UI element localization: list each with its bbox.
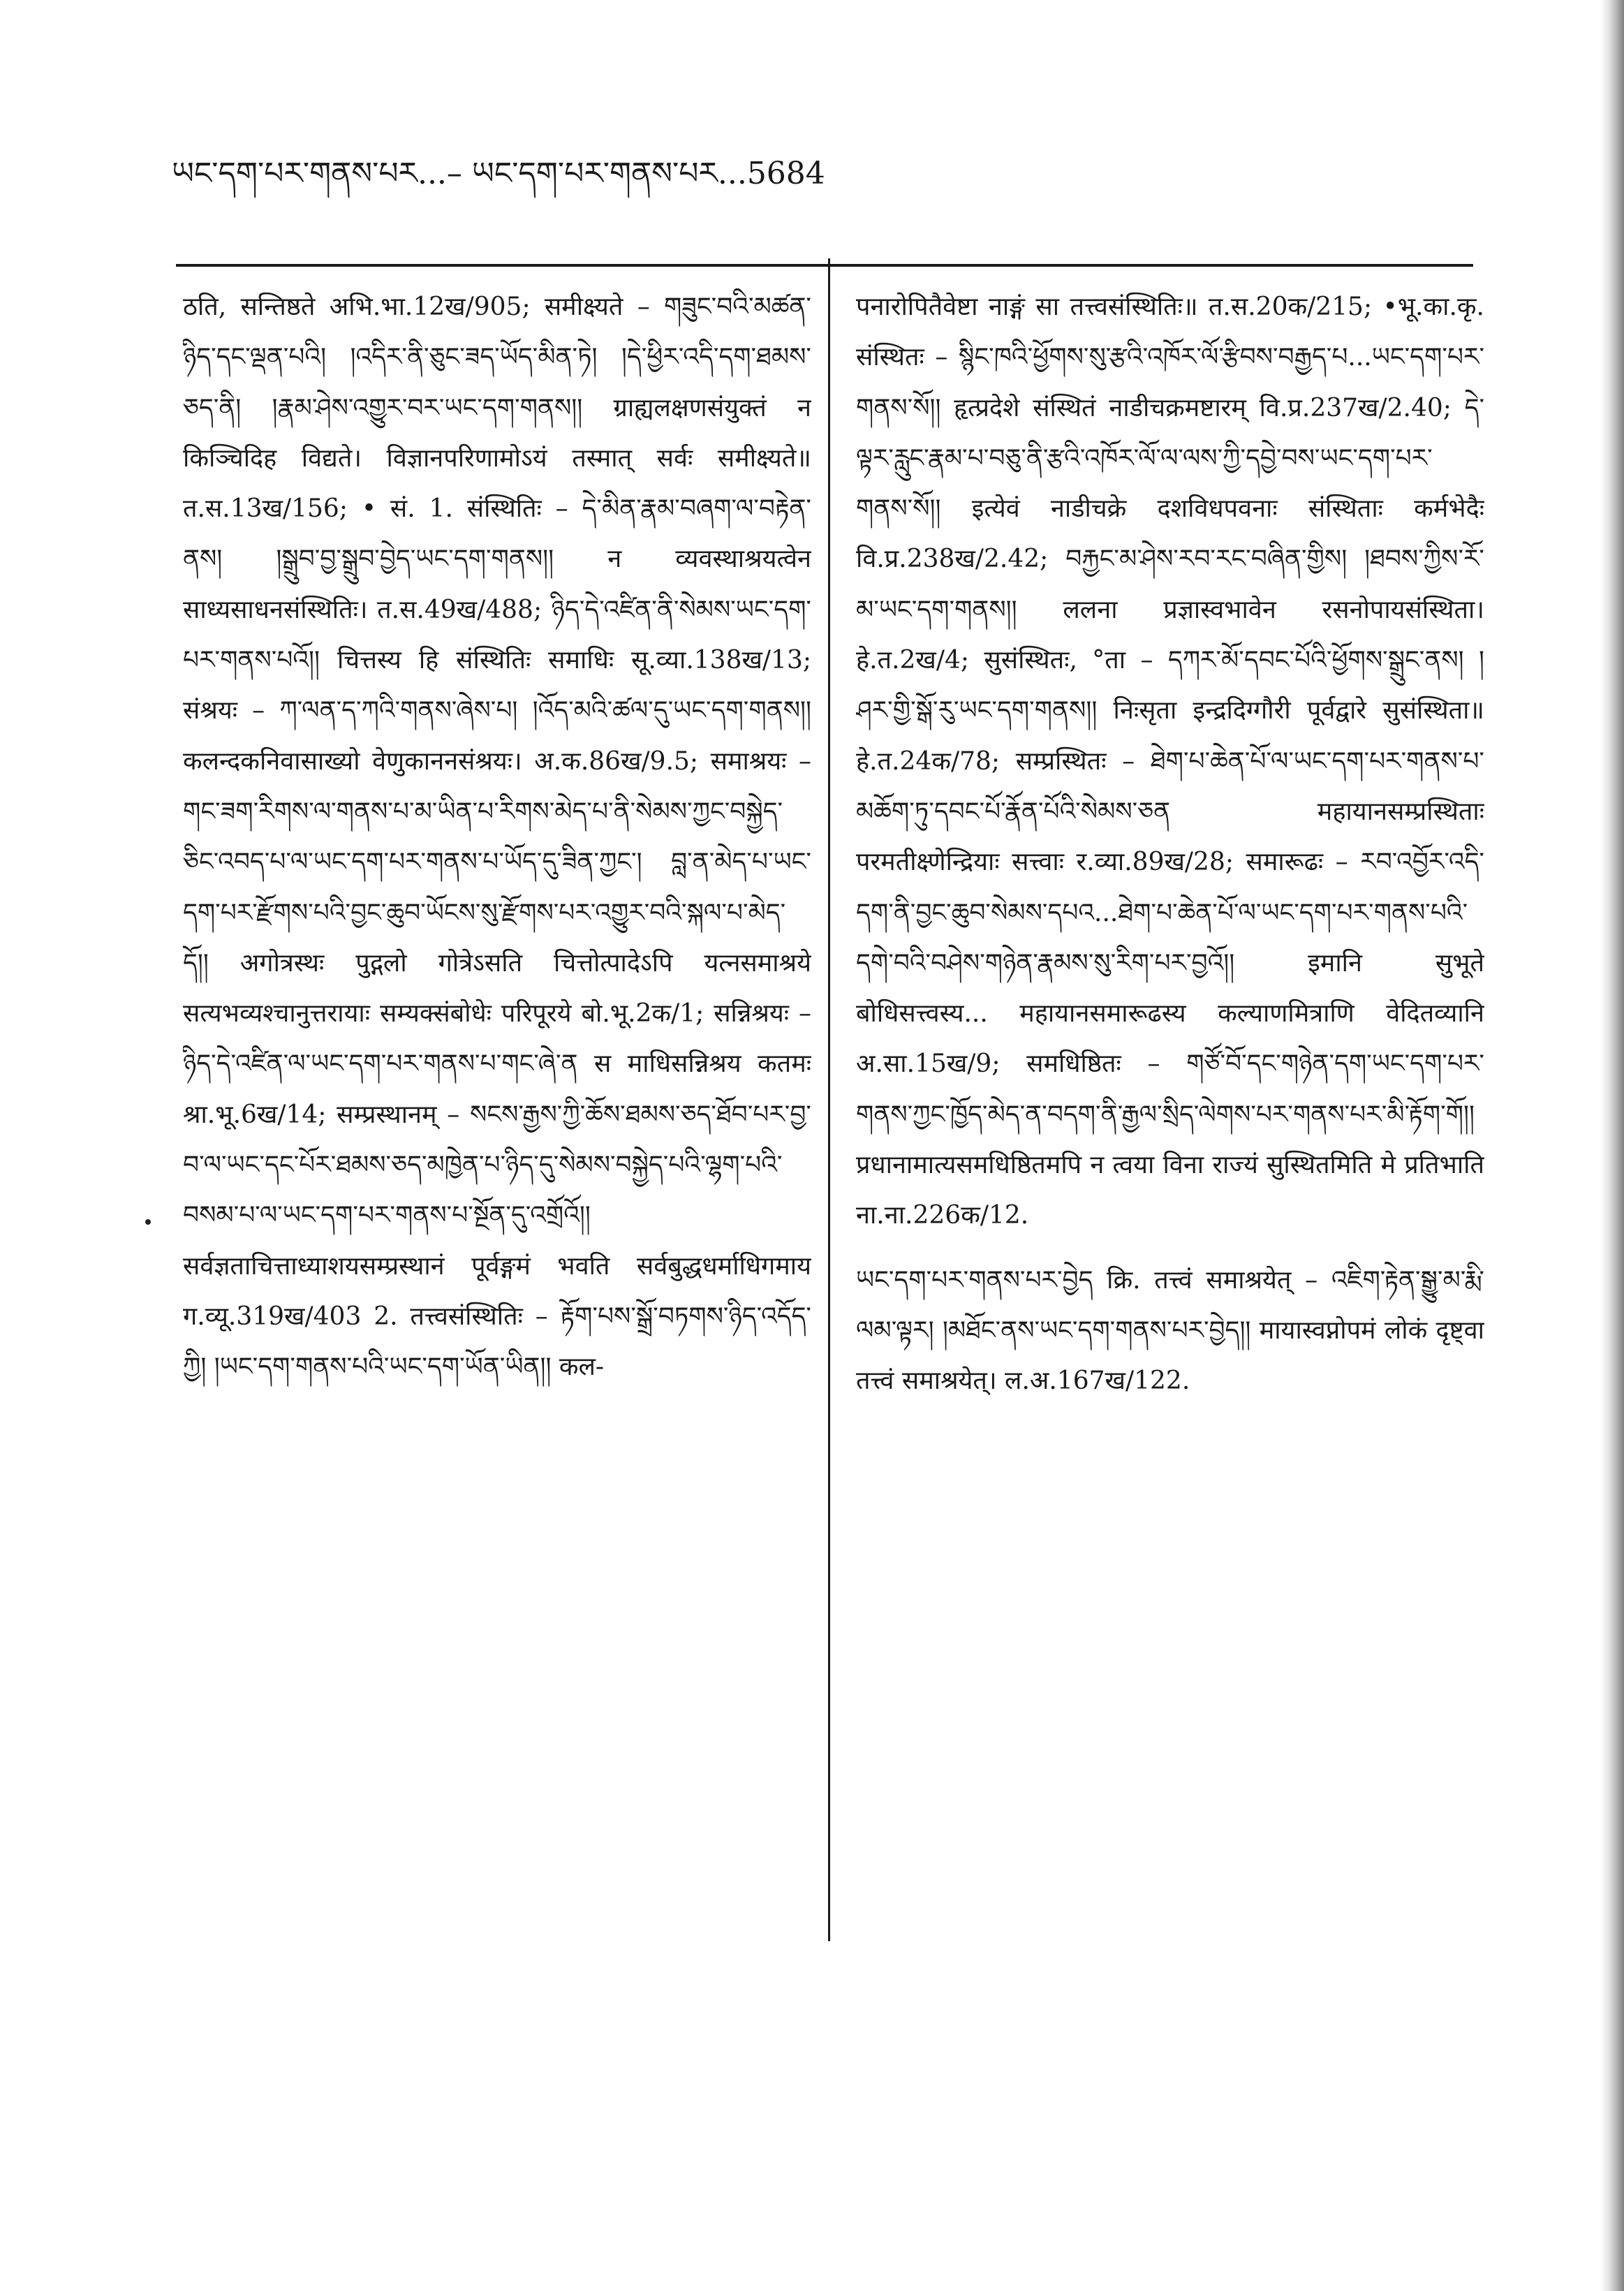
page-header: ཡང་དག་པར་གནས་པར...– ཡང་དག་པར་གནས་པར...5684 [172, 156, 825, 191]
left-column [183, 282, 811, 1944]
left-column-text: ठति, सन्तिष्ठते अभि.भा.12ख/905; समीक्ष्यते – གཟུང་བའི་མཚན་ཉིད་དང་ལྡན་པའི། །འདིར་ནི་ཅུང་ཟད་ཡོད་མིན་ཏེ། །དེ་ཕྱིར་འདི་དག་ཐམས་ཅད་ནི། །རྣམ་ཤེས་འགྱུར་བར་ཡང་དག་གནས།། ग्राह्यलक्षणसंयुक्तं न किञ्चिदिह विद्यते। विज्ञानपरिणामोऽयं तस्मात् सर्वः समीक्ष्यते॥ त.स.13ख/156; • सं. 1. संस्थितिः – དེ་མིན་རྣམ་བཞག་ལ་བརྟེན་ནས། །སྒྲུབ་བྱ་སྒྲུབ་བྱེད་ཡང་དག་གནས།། न व्यवस्थाश्रयत्वेन साध्यसाधनसंस्थितिः। त.स.49ख/488; ཉིད་དེ་འཛིན་ནི་སེམས་ཡང་དག་པར་གནས་པའོ།། चित्तस्य हि संस्थितिः समाधिः सू.व्या.138ख/13; संश्रयः – ཀ་ལན་ད་ཀའི་གནས་ཞེས་པ། །འོད་མའི་ཚལ་དུ་ཡང་དག་གནས།། कलन्दकनिवासाख्यो वेणुकाननसंश्रयः। अ.क.86ख/9.5; समाश्रयः – གང་ཟག་རིགས་ལ་གནས་པ་མ་ཡིན་པ་རིགས་མེད་པ་ནི་སེམས་ཀྱང་བསྐྱེད་ཅིང་འབད་པ་ལ་ཡང་དག་པར་གནས་པ་ཡོད་དུ་ཟིན་ཀྱང་། བླ་ན་མེད་པ་ཡང་དག་པར་རྫོགས་པའི་བྱང་ཆུབ་ཡོངས་སུ་རྫོགས་པར་འགྱུར་བའི་སྐལ་པ་མེད་དོ།། अगोत्रस्थः पुद्गलो गोत्रेऽसति चित्तोत्पादेऽपि यत्नसमाश्रये सत्यभव्यश्चानुत्तरायाः सम्यक्संबोधेः परिपूरये बो.भू.2क/1; सन्निश्रयः – ཉིད་དེ་འཛིན་ལ་ཡང་དག་པར་གནས་པ་གང་ཞེ་ན स माधिसन्निश्रय कतमः श्रा.भू.6ख/14; सम्प्रस्थानम् – སངས་རྒྱས་ཀྱི་ཆོས་ཐམས་ཅད་ཐོབ་པར་བྱ་བ་ལ་ཡང་དང་པོར་ཐམས་ཅད་མཁྱེན་པ་ཉིད་དུ་སེམས་བསྐྱེད་པའི་ལྷག་པའི་བསམ་པ་ལ་ཡང་དག་པར་གནས་པ་སྔོན་དུ་འགྲོའོ།། सर्वज्ञताचित्ताध्याशयसम्प्रस्थानं पूर्वङ्गमं भवति सर्वबुद्धधर्माधिगमाय ग.व्यू.319ख/403 2. तत्त्वसंस्थितिः – རྟོག་པས་སྒྲོ་བཏགས་ཉིད་འདོད་ཀྱི། །ཡང་དག་གནས་པའི་ཡང་དག་ཡོན་ཡིན།། कल- [183, 293, 811, 1382]
scan-edge-shadow [1600, 0, 1624, 2291]
right-column [856, 282, 1484, 1944]
header-rule [176, 264, 1473, 267]
right-column-entry-2: ཡང་དག་པར་གནས་པར་བྱེད क्रि. तत्त्वं समाश्रयेत् – འཇིག་རྟེན་སྒྱུ་མ་རྨི་ལམ་ལྟར། །མཐོང་ནས་ཡང་དག་གནས་པར་བྱེད།། मायास्वप्नोपमं लोकं दृष्ट्वा तत्त्वं समाश्रयेत्। ल.अ.167ख/122. [856, 1265, 1484, 1396]
right-column-entry-1: पनारोपितैवेष्टा नाङ्गं सा तत्त्वसंस्थितिः॥ त.स.20क/215; •भू.का.कृ. संस्थितः – སྙིང་ཁའི་ཕྱོགས་སུ་རྩའི་འཁོར་ལོ་རྩིབས་བརྒྱད་པ...ཡང་དག་པར་གནས་སོ།། हृत्प्रदेशे संस्थितं नाडीचक्रमष्टारम् वि.प्र.237ख/2.40; དེ་ལྟར་རླུང་རྣམ་པ་བཅུ་ནི་རྩའི་འཁོར་ལོ་ལ་ལས་ཀྱི་དབྱེ་བས་ཡང་དག་པར་གནས་སོ།། इत्येवं नाडीचक्रे दशविधपवनाः संस्थिताः कर्मभेदैः वि.प्र.238ख/2.42; བརྐྱང་མ་ཤེས་རབ་རང་བཞིན་གྱིས། །ཐབས་ཀྱིས་རོ་མ་ཡང་དག་གནས།། ललना प्रज्ञास्वभावेन रसनोपायसंस्थिता। हे.त.2ख/4; सुसंस्थितः, °ता – དཀར་མོ་དབང་པོའི་ཕྱོགས་སྒྲུང་ནས། །ཤར་གྱི་སྒོ་རུ་ཡང་དག་གནས།། निःसृता इन्द्रदिग्गौरी पूर्वद्वारे सुसंस्थिता॥ हे.त.24क/78; सम्प्रस्थितः – ཐེག་པ་ཆེན་པོ་ལ་ཡང་དག་པར་གནས་པ་མཆོག་ཏུ་དབང་པོ་རྣོན་པོའི་སེམས་ཅན महायानसम्प्रस्थिताः परमतीक्ष्णेन्द्रियाः सत्त्वाः र.व्या.89ख/28; समारूढः – རབ་འབྱོར་འདི་དག་ནི་བྱང་ཆུབ་སེམས་དཔའ...ཐེག་པ་ཆེན་པོ་ལ་ཡང་དག་པར་གནས་པའི་དགེ་བའི་བཤེས་གཉེན་རྣམས་སུ་རིག་པར་བྱའོ།། इमानि सुभूते बोधिसत्त्वस्य... महायानसमारूढस्य कल्याणमित्राणि वेदितव्यानि अ.सा.15ख/9; समधिष्ठितः – གཙོ་བོ་དང་གཉེན་དག་ཡང་དག་པར་གནས་ཀྱང་ཁྱོད་མེད་ན་བདག་ནི་རྒྱལ་སྲིད་ལེགས་པར་གནས་པར་མི་རྟོག་གོ།། प्रधानामात्यसमधिष्ठितमपि न त्वया विना राज्यं सुस्थितमिति मे प्रतिभाति ना.ना.226क/12. [856, 293, 1484, 1230]
column-divider [828, 258, 830, 1941]
stray-mark [145, 1219, 151, 1225]
